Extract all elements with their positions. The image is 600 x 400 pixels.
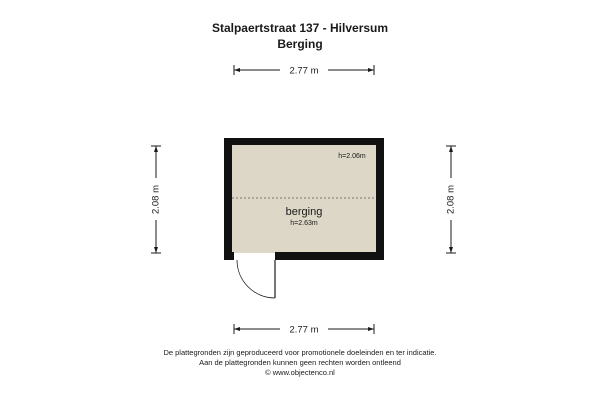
- left-dimension-arrow-top: [154, 146, 158, 152]
- bottom-dimension-arrow-left: [234, 327, 240, 331]
- door-jamb-right: [275, 252, 277, 260]
- copyright-line: © www.objectenco.nl: [265, 368, 335, 377]
- left-dimension-label: 2.08 m: [150, 184, 162, 215]
- top-dimension: [234, 65, 374, 77]
- bottom-dimension: [234, 324, 374, 336]
- top-dimension-arrow-right: [368, 68, 374, 72]
- door-jamb-left: [232, 252, 234, 260]
- top-dimension-label: 2.77 m: [289, 65, 319, 77]
- right-dimension-arrow-bottom: [449, 247, 453, 253]
- right-dimension: [446, 146, 457, 253]
- left-dimension: [151, 146, 162, 253]
- left-dimension-arrow-bottom: [154, 247, 158, 253]
- bottom-dimension-label: 2.77 m: [289, 324, 319, 336]
- room-height-main: h=2.63m: [290, 220, 318, 227]
- room-floor: [232, 145, 376, 252]
- disclaimer-line-1: De plattegronden zijn geproduceerd voor promotionele doeleinden en ter indicatie.: [163, 348, 437, 357]
- disclaimer-line-2: Aan de plattegronden kunnen geen rechten worden ontleend: [199, 358, 401, 367]
- bottom-dimension-arrow-right: [368, 327, 374, 331]
- door-threshold: [233, 251, 276, 253]
- right-dimension-label: 2.08 m: [445, 184, 457, 215]
- room-berging: [224, 138, 384, 298]
- plan-subtitle: Berging: [277, 37, 323, 51]
- top-dimension-arrow-left: [234, 68, 240, 72]
- room-name: berging: [285, 206, 323, 218]
- room-height-corner: h=2.06m: [338, 153, 366, 160]
- right-dimension-arrow-top: [449, 146, 453, 152]
- door-swing-arc: [237, 260, 275, 298]
- plan-title: Stalpaertstraat 137 - Hilversum: [211, 21, 389, 35]
- disclaimer: [0, 348, 600, 378]
